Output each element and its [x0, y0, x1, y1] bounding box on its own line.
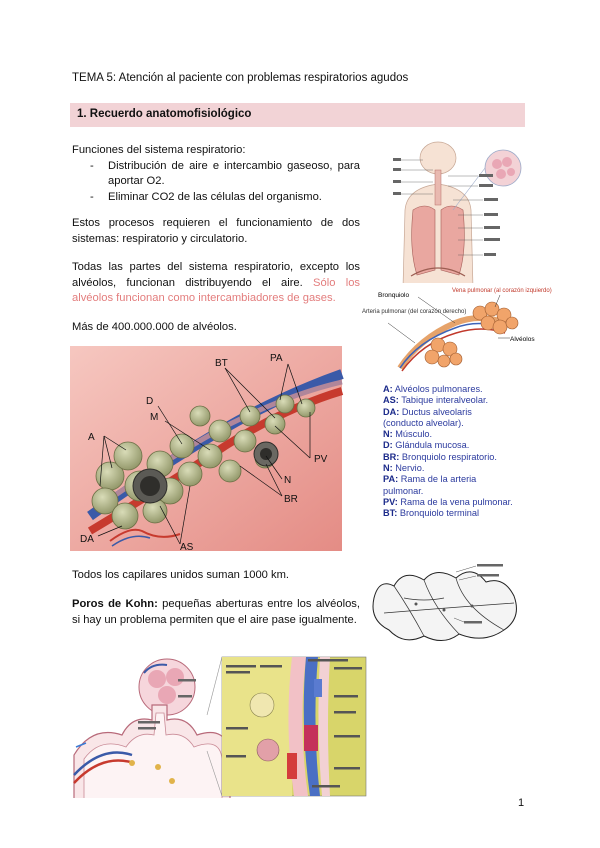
label-DA: DA: [80, 534, 94, 545]
legend-item: PA: Rama de la arteria pulmonar.: [383, 474, 477, 496]
paragraph-parts-normal: Todas las partes del sistema respiratorio, excepto los alvéolos, funcionan distribuyendo el aire.: [72, 261, 360, 289]
label-PA: PA: [270, 353, 283, 364]
legend-item: DA: Ductus alveolaris (conducto alveolar).: [383, 406, 472, 428]
label-M: M: [150, 412, 159, 423]
respiratory-system-illustration: [393, 140, 525, 288]
paragraph-alveoli-count: Más de 400.000.000 de alvéolos.: [72, 321, 237, 333]
topic-title: TEMA 5: Atención al paciente con problemas respiratorios agudos: [72, 72, 409, 84]
legend-item: D: Glándula mucosa.: [383, 440, 470, 451]
paragraph-capillaries: Todos los capilares unidos suman 1000 km.: [72, 569, 290, 581]
label-PV: PV: [314, 454, 328, 465]
legend-item: BT: Bronquiolo terminal: [383, 508, 480, 519]
alveolar-capillary-membrane-illustration: [72, 655, 368, 798]
paragraph-parts-highlight: Sólo los alvéolos funcionan como intercambiadores de gases.: [72, 276, 361, 304]
label-D: D: [146, 396, 154, 407]
label-A: A: [88, 432, 95, 443]
kohn-pores-sketch: [364, 558, 524, 648]
legend-item: N: Nervio.: [383, 463, 425, 474]
label-vena-pulmonar: Vena pulmonar (al corazón izquierdo): [452, 288, 552, 294]
bronchiole-alveoli-illustration: [360, 283, 552, 373]
alveoli-detail-illustration: [70, 346, 342, 551]
label-arteria-pulmonar: Arteria pulmonar (del corazón derecho): [362, 309, 467, 315]
legend-item: AS: Tabique interalveolar.: [383, 395, 489, 406]
function-item: - Eliminar CO2 de las células del organismo.: [90, 190, 322, 203]
function-item: - Distribución de aire e intercambio gaseoso, para aportar O2.: [90, 159, 360, 187]
label-alveolos: Alvéolos: [510, 336, 535, 343]
legend-item: N: Músculo.: [383, 429, 433, 440]
label-AS: AS: [180, 542, 194, 553]
legend-item: BR: Bronquiolo respiratorio.: [383, 451, 497, 462]
paragraph-processes: Estos procesos requieren el funcionamiento de dos sistemas: respiratorio y circulatorio.: [72, 217, 360, 245]
label-BR: BR: [284, 494, 298, 505]
paragraph-parts: [72, 260, 360, 307]
label-N: N: [284, 475, 292, 486]
kohn-term: Poros de Kohn:: [72, 598, 158, 610]
functions-list: [90, 159, 360, 206]
paragraph-kohn: [72, 597, 360, 628]
kohn-text: pequeñas aberturas entre los alvéolos, si hay un problema permiten que el aire pase igualmente.: [72, 598, 360, 626]
page-number: 1: [518, 797, 525, 809]
functions-block: [72, 143, 360, 205]
label-BT: BT: [215, 358, 228, 369]
section-heading: 1. Recuerdo anatomofisiológico: [77, 108, 252, 120]
alveoli-legend: [383, 384, 513, 520]
legend-item: A: Alvéolos pulmonares.: [383, 384, 483, 394]
functions-intro: Funciones del sistema respiratorio:: [72, 144, 246, 156]
label-bronquiolo: Bronquiolo: [378, 292, 410, 299]
legend-item: PV: Rama de la vena pulmonar.: [383, 496, 513, 507]
